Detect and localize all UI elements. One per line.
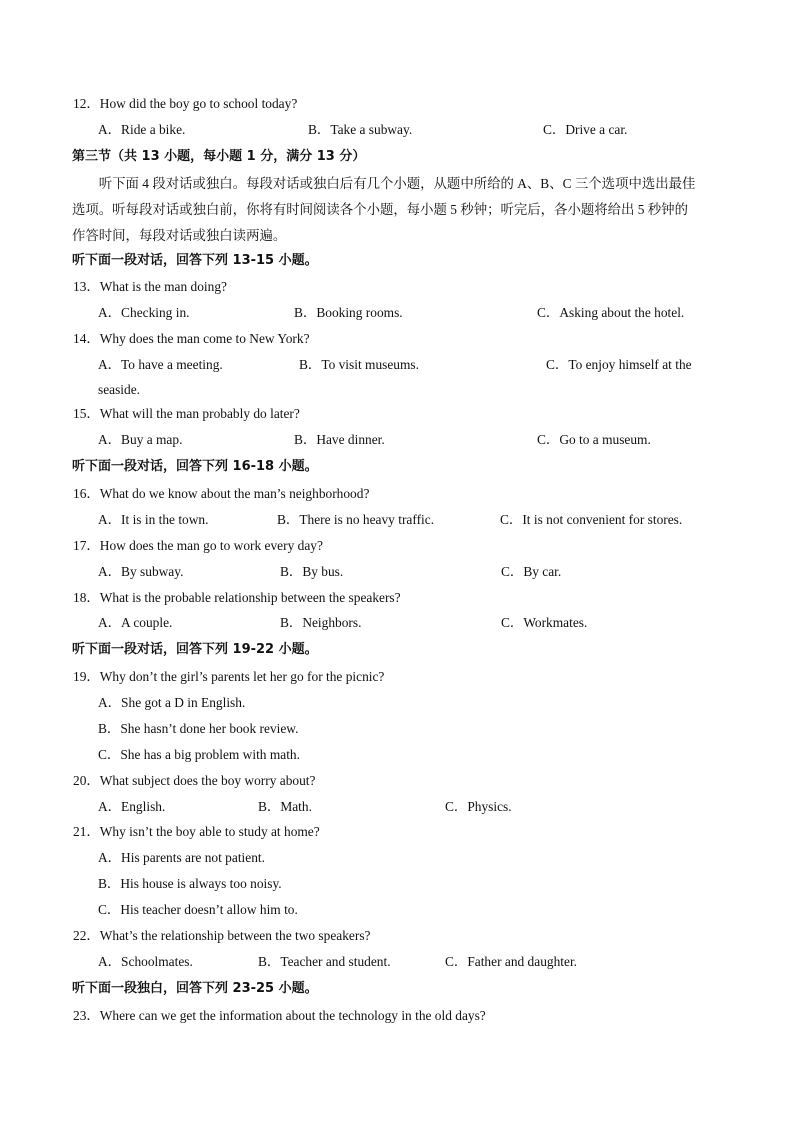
question-21: 21．Why isn’t the boy able to study at home? bbox=[73, 824, 320, 839]
q15-option-c: C．Go to a museum. bbox=[537, 432, 651, 447]
q14-option-b: B．To visit museums. bbox=[299, 357, 419, 372]
q15-option-b: B．Have dinner. bbox=[294, 432, 385, 447]
q13-option-b: B．Booking rooms. bbox=[294, 305, 403, 320]
question-17: 17．How does the man go to work every day? bbox=[73, 538, 323, 553]
q20-option-b: B．Math. bbox=[258, 799, 312, 814]
q17-option-a: A．By subway. bbox=[98, 564, 184, 579]
q12-option-b: B．Take a subway. bbox=[308, 122, 413, 137]
q21-option-a: A．His parents are not patient. bbox=[98, 850, 265, 865]
q14-option-c-continued: seaside. bbox=[98, 382, 141, 397]
q18-option-a: A．A couple. bbox=[98, 615, 173, 630]
q19-option-b: B．She hasn’t done her book review. bbox=[98, 721, 299, 736]
question-20: 20．What subject does the boy worry about? bbox=[73, 773, 316, 788]
q20-option-c: C．Physics. bbox=[445, 799, 512, 814]
section-3-intro-line-3: 作答时间，每段对话或独白读两遍。 bbox=[72, 228, 287, 243]
q17-option-b: B．By bus. bbox=[280, 564, 344, 579]
q20-option-a: A．English. bbox=[98, 799, 166, 814]
section-3-title: 第三节（共 13 小题，每小题 1 分，满分 13 分） bbox=[72, 149, 366, 164]
dialogue-heading-19-22: 听下面一段对话，回答下列 19-22 小题。 bbox=[72, 642, 318, 657]
section-3-intro-line-1: 听下面 4 段对话或独白。每段对话或独白后有几个小题，从题中所给的 A、B、C 三个选项中选出最佳 bbox=[72, 176, 696, 191]
question-18: 18．What is the probable relationship between the speakers? bbox=[73, 590, 401, 605]
q14-option-c: C．To enjoy himself at the bbox=[546, 357, 692, 372]
question-22: 22．What’s the relationship between the two speakers? bbox=[73, 928, 371, 943]
q22-option-b: B．Teacher and student. bbox=[258, 954, 391, 969]
q12-option-a: A．Ride a bike. bbox=[98, 122, 186, 137]
q15-option-a: A．Buy a map. bbox=[98, 432, 183, 447]
section-3-intro-line-2: 选项。听每段对话或独白前，你将有时间阅读各个小题，每小题 5 秒钟；听完后，各小题将给出 5 秒钟的 bbox=[72, 202, 688, 217]
q12-option-c: C．Drive a car. bbox=[543, 122, 628, 137]
dialogue-heading-13-15: 听下面一段对话，回答下列 13-15 小题。 bbox=[72, 253, 318, 268]
q22-option-c: C．Father and daughter. bbox=[445, 954, 578, 969]
q22-option-a: A．Schoolmates. bbox=[98, 954, 193, 969]
q13-option-a: A．Checking in. bbox=[98, 305, 190, 320]
q14-option-a: A．To have a meeting. bbox=[98, 357, 223, 372]
dialogue-heading-16-18: 听下面一段对话，回答下列 16-18 小题。 bbox=[72, 459, 318, 474]
question-14: 14．Why does the man come to New York? bbox=[73, 331, 310, 346]
q16-option-b: B．There is no heavy traffic. bbox=[277, 512, 435, 527]
question-12: 12．How did the boy go to school today? bbox=[73, 96, 298, 111]
q21-option-b: B．His house is always too noisy. bbox=[98, 876, 282, 891]
q19-option-a: A．She got a D in English. bbox=[98, 695, 246, 710]
question-13: 13．What is the man doing? bbox=[73, 279, 227, 294]
q19-option-c: C．She has a big problem with math. bbox=[98, 747, 300, 762]
monologue-heading-23-25: 听下面一段独白，回答下列 23-25 小题。 bbox=[72, 981, 318, 996]
q13-option-c: C．Asking about the hotel. bbox=[537, 305, 685, 320]
q18-option-b: B．Neighbors. bbox=[280, 615, 362, 630]
q18-option-c: C．Workmates. bbox=[501, 615, 588, 630]
question-16: 16．What do we know about the man’s neighborhood? bbox=[73, 486, 370, 501]
question-19: 19．Why don’t the girl’s parents let her go for the picnic? bbox=[73, 669, 385, 684]
q16-option-a: A．It is in the town. bbox=[98, 512, 209, 527]
q17-option-c: C．By car. bbox=[501, 564, 562, 579]
q16-option-c: C．It is not convenient for stores. bbox=[500, 512, 683, 527]
question-15: 15．What will the man probably do later? bbox=[73, 406, 300, 421]
q21-option-c: C．His teacher doesn’t allow him to. bbox=[98, 902, 298, 917]
question-23: 23．Where can we get the information about the technology in the old days? bbox=[73, 1008, 486, 1023]
